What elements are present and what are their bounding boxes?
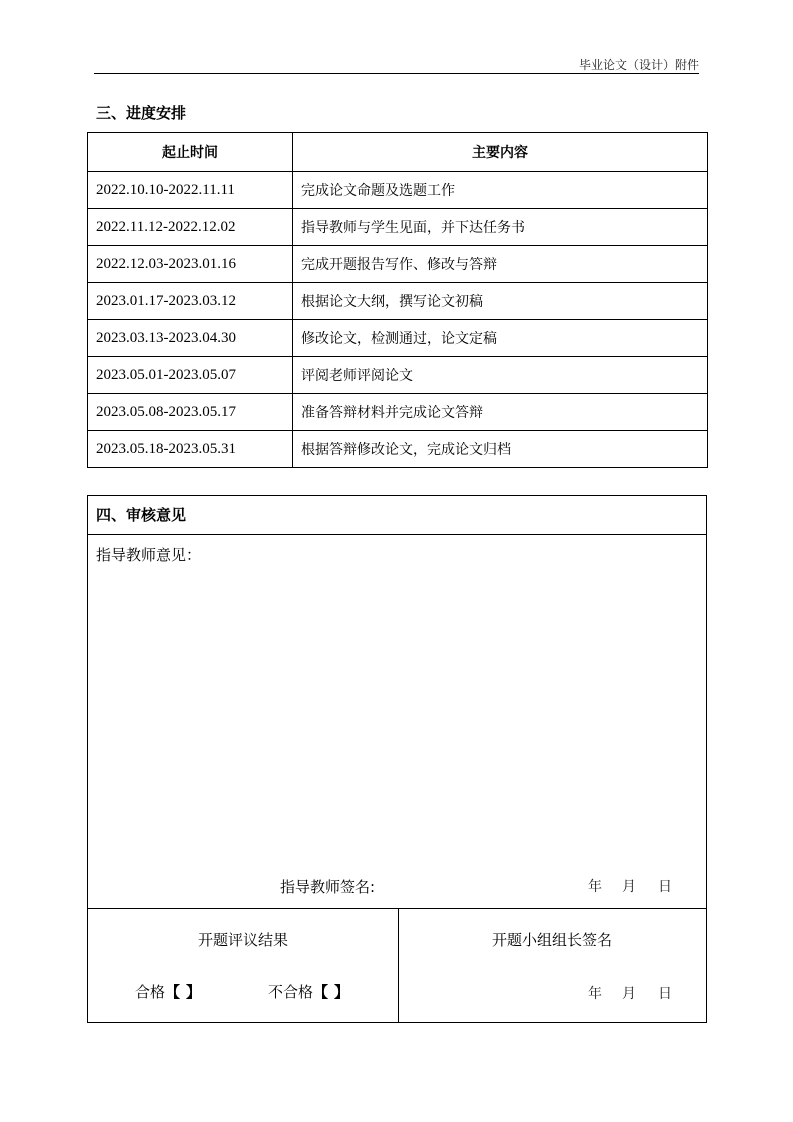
leader-date-day: 日 (658, 986, 672, 1002)
review-result-row (88, 908, 706, 1022)
section-title-review: 四、审核意见 (88, 496, 706, 535)
period-cell: 2022.11.12-2022.12.02 (88, 209, 293, 246)
table-row (88, 209, 708, 246)
content-cell: 准备答辩材料并完成论文答辩 (293, 394, 708, 431)
leader-date-month: 月 (622, 986, 636, 1002)
period-cell: 2023.05.08-2023.05.17 (88, 394, 293, 431)
pass-option (135, 981, 201, 1002)
table-header-row (88, 133, 708, 172)
pass-label: 合格 (135, 983, 166, 1001)
review-opinion-box (87, 495, 707, 1023)
section-title-schedule: 三、进度安排 (96, 104, 187, 122)
period-cell: 2022.10.10-2022.11.11 (88, 172, 293, 209)
advisor-date-year: 年 (588, 879, 602, 895)
content-cell: 完成开题报告写作、修改与答辩 (293, 246, 708, 283)
column-header-period: 起止时间 (88, 133, 293, 172)
content-cell: 完成论文命题及选题工作 (293, 172, 708, 209)
leader-sign-label: 开题小组组长签名 (491, 931, 612, 949)
result-title: 开题评议结果 (197, 931, 288, 949)
result-divider (398, 909, 399, 1022)
table-row (88, 283, 708, 320)
table-row (88, 172, 708, 209)
period-cell: 2023.01.17-2023.03.12 (88, 283, 293, 320)
table-row (88, 320, 708, 357)
fail-bracket-open: 【 (313, 983, 329, 1001)
schedule-table (87, 132, 708, 468)
advisor-sign-label: 指导教师签名: (280, 878, 376, 896)
pass-bracket-close: 】 (186, 983, 202, 1001)
page-header: 毕业论文（设计）附件 (578, 58, 699, 72)
content-cell: 指导教师与学生见面，并下达任务书 (293, 209, 708, 246)
period-cell: 2023.05.18-2023.05.31 (88, 431, 293, 468)
content-cell: 修改论文，检测通过，论文定稿 (293, 320, 708, 357)
fail-option (268, 981, 349, 1002)
advisor-date-day: 日 (658, 879, 672, 895)
content-cell: 评阅老师评阅论文 (293, 357, 708, 394)
header-divider (94, 73, 699, 74)
fail-label: 不合格 (268, 983, 314, 1001)
leader-date-year: 年 (588, 986, 602, 1002)
content-cell: 根据论文大纲，撰写论文初稿 (293, 283, 708, 320)
table-row (88, 357, 708, 394)
period-cell: 2022.12.03-2023.01.16 (88, 246, 293, 283)
advisor-date-month: 月 (622, 879, 636, 895)
column-header-content: 主要内容 (293, 133, 708, 172)
period-cell: 2023.03.13-2023.04.30 (88, 320, 293, 357)
content-cell: 根据答辩修改论文，完成论文归档 (293, 431, 708, 468)
fail-bracket-close: 】 (334, 983, 350, 1001)
table-row (88, 246, 708, 283)
table-row (88, 431, 708, 468)
table-row (88, 394, 708, 431)
advisor-opinion-label: 指导教师意见： (96, 546, 202, 564)
period-cell: 2023.05.01-2023.05.07 (88, 357, 293, 394)
pass-bracket-open: 【 (165, 983, 181, 1001)
